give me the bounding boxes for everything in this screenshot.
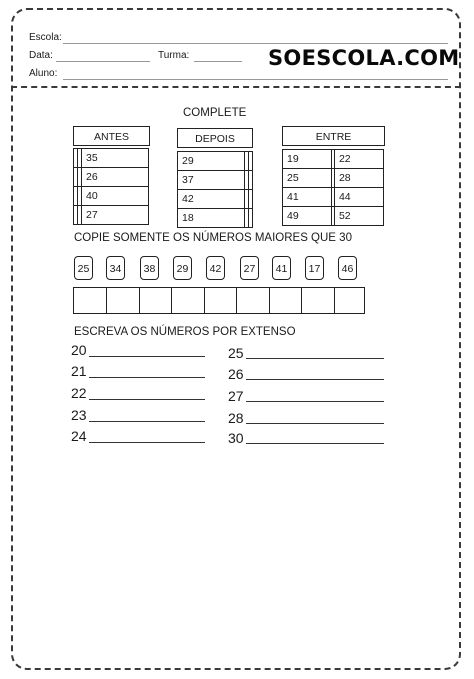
number-tile: 46: [338, 256, 357, 280]
write-line[interactable]: [246, 379, 384, 380]
number-tile: 42: [206, 256, 225, 280]
antes-value: 40: [82, 187, 149, 206]
antes-value: 26: [82, 168, 149, 187]
antes-value: 27: [82, 206, 149, 225]
write-line[interactable]: [89, 421, 205, 422]
answer-box[interactable]: [73, 287, 365, 314]
entre-left-value: 25: [283, 169, 332, 188]
turma-label: Turma:: [158, 50, 190, 61]
write-line[interactable]: [246, 443, 384, 444]
antes-heading: ANTES: [73, 126, 150, 146]
number-tile: 34: [106, 256, 125, 280]
turma-field[interactable]: [194, 61, 242, 62]
depois-value: 29: [178, 152, 245, 171]
aluno-label: Aluno:: [29, 68, 58, 79]
escola-field[interactable]: [63, 43, 448, 44]
number-tile: 17: [305, 256, 324, 280]
entre-left-value: 41: [283, 188, 332, 207]
copy-instruction: COPIE SOMENTE OS NÚMEROS MAIORES QUE 30: [74, 232, 352, 244]
entre-right-value: 44: [334, 188, 383, 207]
write-line[interactable]: [89, 442, 205, 443]
entre-right-value: 52: [334, 207, 383, 226]
entre-right-value: 22: [334, 150, 383, 169]
depois-value: 42: [178, 190, 245, 209]
write-line[interactable]: [246, 423, 384, 424]
site-logo: SOESCOLA.COM: [268, 46, 460, 70]
entre-heading: ENTRE: [282, 126, 385, 146]
number-label: 28: [228, 410, 244, 426]
entre-left-value: 49: [283, 207, 332, 226]
number-tile: 41: [272, 256, 291, 280]
number-label: 22: [71, 385, 87, 401]
write-line[interactable]: [89, 356, 205, 357]
number-label: 24: [71, 428, 87, 444]
extenso-instruction: ESCREVA OS NÚMEROS POR EXTENSO: [74, 326, 296, 338]
depois-table: [177, 151, 253, 228]
entre-right-value: 28: [334, 169, 383, 188]
data-field[interactable]: [56, 61, 150, 62]
number-label: 25: [228, 345, 244, 361]
number-tile: 25: [74, 256, 93, 280]
number-label: 30: [228, 430, 244, 446]
number-tile: 27: [240, 256, 259, 280]
entre-left-value: 19: [283, 150, 332, 169]
antes-table: [73, 148, 149, 225]
write-line[interactable]: [246, 358, 384, 359]
depois-value: 18: [178, 209, 245, 228]
antes-value: 35: [82, 149, 149, 168]
number-label: 26: [228, 366, 244, 382]
write-line[interactable]: [89, 399, 205, 400]
write-line[interactable]: [89, 377, 205, 378]
depois-heading: DEPOIS: [177, 128, 253, 148]
number-label: 20: [71, 342, 87, 358]
aluno-field[interactable]: [63, 79, 448, 80]
complete-title: COMPLETE: [183, 107, 247, 119]
number-label: 21: [71, 363, 87, 379]
number-tile: 29: [173, 256, 192, 280]
header-divider: [11, 86, 461, 88]
entre-table: [282, 149, 384, 226]
write-line[interactable]: [246, 401, 384, 402]
escola-label: Escola:: [29, 32, 62, 43]
depois-value: 37: [178, 171, 245, 190]
number-tile: 38: [140, 256, 159, 280]
number-label: 23: [71, 407, 87, 423]
number-label: 27: [228, 388, 244, 404]
data-label: Data:: [29, 50, 53, 61]
